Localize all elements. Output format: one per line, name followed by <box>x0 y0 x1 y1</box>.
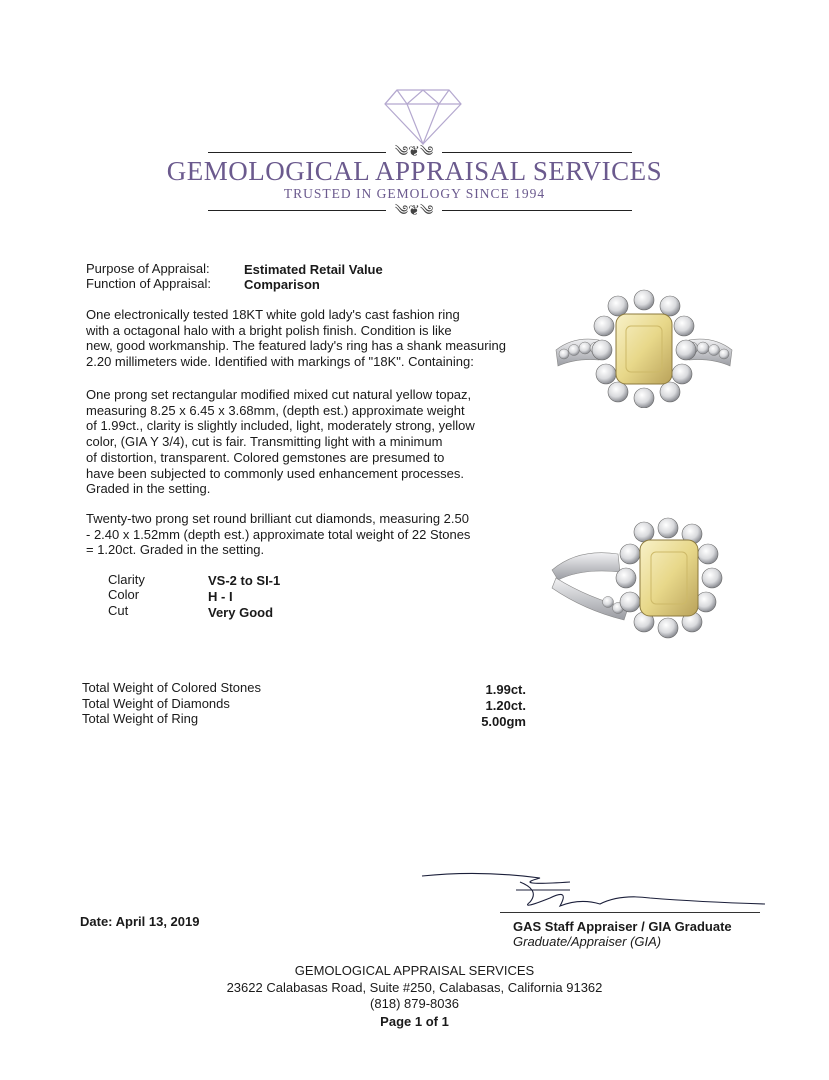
colored-stone-line: have been subjected to commonly used enhancement processes. <box>86 465 464 481</box>
footer-phone: (818) 879-8036 <box>370 996 459 1011</box>
diamonds-line: - 2.40 x 1.52mm (depth est.) approximate total weight of 22 Stones <box>86 526 471 542</box>
appraiser-title: GAS Staff Appraiser / GIA Graduate <box>513 919 732 934</box>
appraisal-date: Date: April 13, 2019 <box>80 914 200 929</box>
description-paragraph <box>86 307 536 370</box>
description-line: 2.20 millimeters wide. Identified with markings of "18K". Containing: <box>86 354 474 370</box>
total-diamonds-value: 1.20ct. <box>485 698 526 713</box>
spec-color-label: Color <box>108 587 140 602</box>
description-line: with a octagonal halo with a bright polish finish. Condition is like <box>86 322 452 338</box>
logo-bottom-rule-right <box>442 210 632 211</box>
colored-stone-line: color, (GIA Y 3/4), cut is fair. Transmitting light with a minimum <box>86 434 443 450</box>
spec-clarity-label: Clarity <box>108 572 145 587</box>
colored-stone-paragraph <box>86 387 536 497</box>
signature-line <box>500 912 760 913</box>
spec-cut-label: Cut <box>108 603 129 618</box>
function-label: Function of Appraisal: <box>86 276 212 291</box>
colored-stone-line: of 1.99ct., clarity is slightly included, light, moderately strong, yellow <box>86 418 475 434</box>
total-colored-value: 1.99ct. <box>485 682 526 697</box>
total-colored-label: Total Weight of Colored Stones <box>82 680 261 695</box>
colored-stone-line: Graded in the setting. <box>86 481 211 497</box>
purpose-label: Purpose of Appraisal: <box>86 261 210 276</box>
logo-bottom-rule-left <box>208 210 386 211</box>
logo-top-rule-left <box>208 152 386 153</box>
logo-top-rule-right <box>442 152 632 153</box>
footer-address: 23622 Calabasas Road, Suite #250, Calabasas, California 91362 <box>226 980 603 995</box>
logo-title: GEMOLOGICAL APPRAISAL SERVICES <box>166 156 663 186</box>
colored-stone-line: One prong set rectangular modified mixed cut natural yellow topaz, <box>86 387 472 402</box>
spec-cut-value: Very Good <box>208 605 274 620</box>
spec-clarity-value: VS-2 to SI-1 <box>208 573 281 588</box>
ornament-icon: ༄❦༄ <box>394 202 434 218</box>
diamond-icon <box>383 86 463 146</box>
function-value: Comparison <box>244 277 320 292</box>
diamonds-line: Twenty-two prong set round brilliant cut diamonds, measuring 2.50 <box>86 511 469 526</box>
diamonds-line: = 1.20ct. Graded in the setting. <box>86 542 265 558</box>
ring-photo-bottom <box>548 512 738 642</box>
signature <box>420 868 770 918</box>
logo-subtitle: TRUSTED IN GEMOLOGY SINCE 1994 <box>283 186 546 201</box>
ornament-icon: ༄❦༄ <box>394 143 434 159</box>
ring-photo-top <box>554 288 734 408</box>
diamonds-paragraph <box>86 511 536 558</box>
appraiser-subtitle: Graduate/Appraiser (GIA) <box>513 934 662 949</box>
total-ring-label: Total Weight of Ring <box>82 711 199 726</box>
description-line: new, good workmanship. The featured lady's ring has a shank measuring <box>86 338 506 354</box>
colored-stone-line: of distortion, transparent. Colored gemstones are presumed to <box>86 449 445 465</box>
footer-page: Page 1 of 1 <box>380 1014 449 1029</box>
colored-stone-line: measuring 8.25 x 6.45 x 3.68mm, (depth est.) approximate weight <box>86 402 465 418</box>
description-line: One electronically tested 18KT white gold lady's cast fashion ring <box>86 307 460 322</box>
spec-color-value: H - I <box>208 589 233 604</box>
total-diamonds-label: Total Weight of Diamonds <box>82 696 230 711</box>
total-ring-value: 5.00gm <box>481 714 526 729</box>
footer-company: GEMOLOGICAL APPRAISAL SERVICES <box>294 963 535 978</box>
purpose-value: Estimated Retail Value <box>244 262 383 277</box>
